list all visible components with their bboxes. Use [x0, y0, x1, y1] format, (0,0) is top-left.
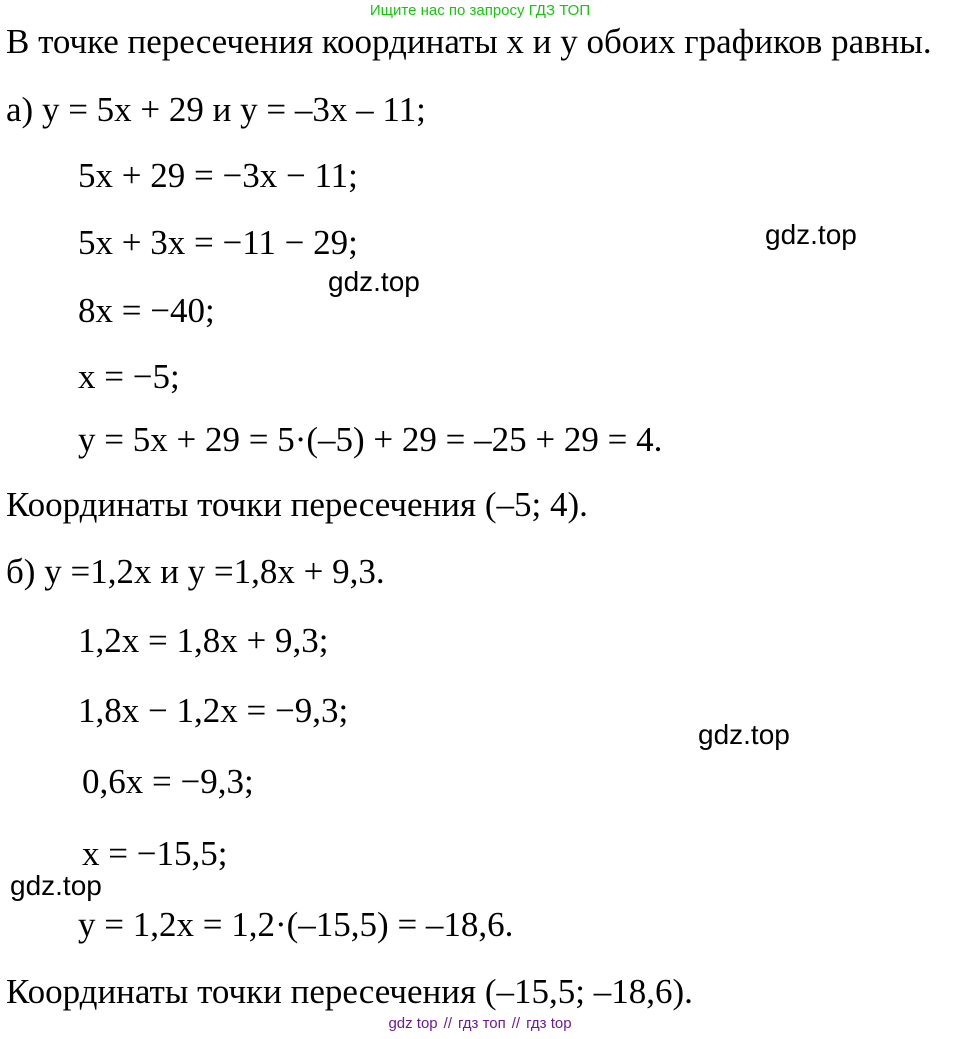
- footer-link-gdz-top-mixed[interactable]: гдз top: [526, 1015, 572, 1032]
- footer-separator: //: [443, 1015, 452, 1032]
- part-b-step-2: 1,8x − 1,2x = −9,3;: [78, 691, 349, 730]
- part-b-answer: Координаты точки пересечения (–15,5; –18,6).: [6, 972, 693, 1011]
- footer-link-gdz-top-ru[interactable]: гдз топ: [458, 1015, 506, 1032]
- footer-link-gdz-top[interactable]: gdz top: [388, 1015, 438, 1032]
- part-a-step-4: x = −5;: [78, 357, 180, 396]
- part-a-step-5: y = 5x + 29 = 5·(–5) + 29 = –25 + 29 = 4.: [78, 420, 663, 459]
- part-a-answer: Координаты точки пересечения (–5; 4).: [6, 485, 588, 524]
- part-b-step-4: x = −15,5;: [82, 834, 228, 873]
- part-a-problem: а) y = 5x + 29 и y = –3x – 11;: [6, 90, 426, 129]
- watermark-gdz-top: gdz.top: [10, 870, 102, 901]
- footer-links: [0, 1014, 960, 1034]
- watermark-gdz-top: gdz.top: [328, 266, 420, 297]
- intro-text: В точке пересечения координаты x и y обоих графиков равны.: [6, 22, 932, 61]
- part-b-step-5: y = 1,2x = 1,2·(–15,5) = –18,6.: [78, 905, 514, 944]
- watermark-gdz-top: gdz.top: [765, 219, 857, 250]
- footer-separator: //: [511, 1015, 521, 1032]
- part-a-step-1: 5x + 29 = −3x − 11;: [78, 156, 358, 195]
- part-a-step-3: 8x = −40;: [78, 291, 215, 330]
- part-b-step-1: 1,2x = 1,8x + 9,3;: [78, 621, 329, 660]
- part-b-step-3: 0,6x = −9,3;: [82, 762, 254, 801]
- watermark-gdz-top: gdz.top: [698, 719, 790, 750]
- top-banner: Ищите нас по запросу ГДЗ ТОП: [369, 2, 591, 19]
- part-a-step-2: 5x + 3x = −11 − 29;: [78, 223, 358, 262]
- part-b-problem: б) y =1,2x и y =1,8x + 9,3.: [6, 552, 385, 591]
